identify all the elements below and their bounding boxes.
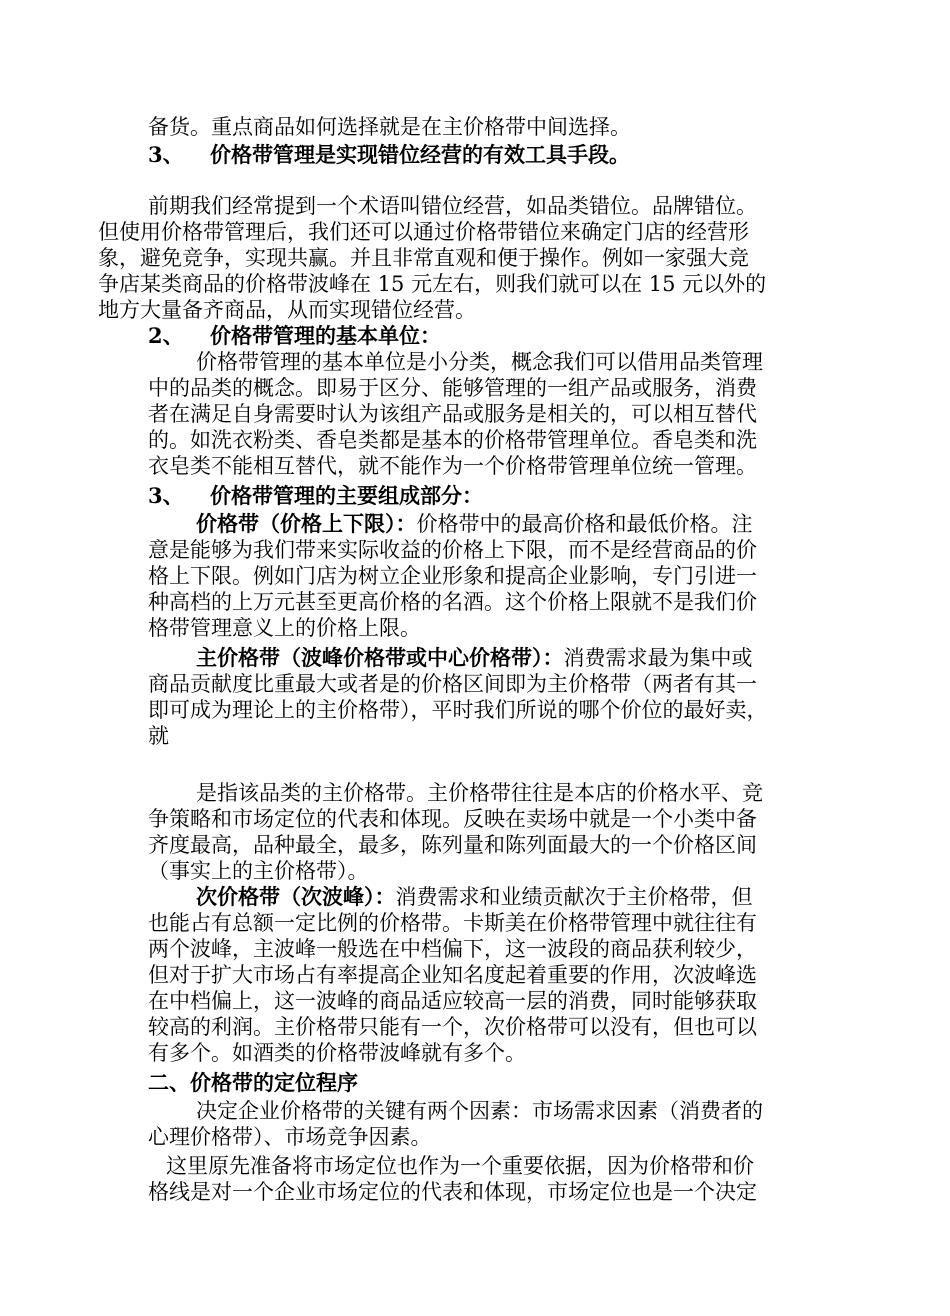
heading-number: 3、 bbox=[148, 142, 184, 167]
paragraph-line: 也能占有总额一定比例的价格带。卡斯美在价格带管理中就往往有 bbox=[148, 911, 757, 935]
paragraph-line: 即可成为理论上的主价格带），平时我们所说的哪个价位的最好卖， bbox=[148, 698, 768, 722]
paragraph-line: （事实上的主价格带）。 bbox=[148, 859, 369, 883]
paragraph-line: 种高档的上万元甚至更高价格的名酒。这个价格上限就不是我们价 bbox=[148, 590, 757, 614]
heading-title: 价格带管理是实现错位经营的有效工具手段。 bbox=[210, 142, 630, 167]
heading-basic-unit bbox=[148, 323, 441, 349]
paragraph-line: 心理价格带）、市场竞争因素。 bbox=[148, 1125, 432, 1149]
paragraph-line: 较高的利润。主价格带只能有一个，次价格带可以没有，但也可以 bbox=[148, 1015, 757, 1039]
section-heading-positioning: 二、价格带的定位程序 bbox=[148, 1070, 358, 1095]
heading-components bbox=[148, 483, 483, 509]
paragraph-line: 前期我们经常提到一个术语叫错位经营，如品类错位。品牌错位。 bbox=[148, 194, 757, 218]
paragraph-line: 格线是对一个企业市场定位的代表和体现，市场定位也是一个决定 bbox=[148, 1180, 757, 1204]
paragraph-line: 象，避免竞争，实现共赢。并且非常直观和便于操作。例如一家强大竞 bbox=[98, 246, 749, 270]
term-label: 价格带（价格上下限）： bbox=[196, 511, 417, 536]
paragraph-line: 衣皂类不能相互替代，就不能作为一个价格带管理单位统一管理。 bbox=[148, 454, 757, 478]
heading-number: 3、 bbox=[148, 483, 184, 508]
term-definition: 价格带中的最高价格和最低价格。注 bbox=[416, 512, 753, 536]
heading-error-positioning bbox=[148, 142, 630, 168]
paragraph-line: 争策略和市场定位的代表和体现。反映在卖场中就是一个小类中备 bbox=[148, 807, 757, 831]
paragraph-line: 两个波峰，主波峰一般选在中档偏下，这一波段的商品获利较少， bbox=[148, 937, 757, 961]
paragraph-line: 价格带管理的基本单位是小分类，概念我们可以借用品类管理 bbox=[196, 350, 763, 374]
paragraph-line: 争店某类商品的价格带波峰在 15 元左右，则我们就可以在 15 元以外的 bbox=[98, 272, 767, 296]
paragraph-line: 意是能够为我们带来实际收益的价格上下限，而不是经营商品的价 bbox=[148, 538, 757, 562]
term-definition: 消费需求和业绩贡献次于主价格带，但 bbox=[395, 885, 753, 909]
paragraph-line bbox=[196, 645, 753, 671]
paragraph-line: 格带管理意义上的价格上限。 bbox=[148, 616, 421, 640]
heading-number: 2、 bbox=[148, 323, 184, 348]
paragraph-line: 齐度最高，品种最全，最多，陈列量和陈列面最大的一个价格区间 bbox=[148, 833, 757, 857]
paragraph-line: 商品贡献度比重最大或者是的价格区间即为主价格带（两者有其一 bbox=[148, 672, 757, 696]
paragraph-line: 但对于扩大市场占有率提高企业知名度起着重要的作用，次波峰选 bbox=[148, 963, 757, 987]
term-label: 次价格带（次波峰）： bbox=[196, 884, 396, 909]
paragraph-line: 的。如洗衣粉类、香皂类都是基本的价格带管理单位。香皂类和洗 bbox=[148, 428, 757, 452]
heading-title: 价格带管理的主要组成部分： bbox=[210, 483, 483, 508]
paragraph-line: 格上下限。例如门店为树立企业形象和提高企业影响，专门引进一 bbox=[148, 564, 757, 588]
term-definition: 消费需求最为集中或 bbox=[563, 646, 753, 670]
paragraph-line: 者在满足自身需要时认为该组产品或服务是相关的，可以相互替代 bbox=[148, 402, 757, 426]
paragraph-line: 这里原先准备将市场定位也作为一个重要依据，因为价格带和价 bbox=[166, 1154, 754, 1178]
paragraph-line: 地方大量备齐商品，从而实现错位经营。 bbox=[98, 298, 476, 322]
term-label: 主价格带（波峰价格带或中心价格带）： bbox=[196, 645, 564, 670]
paragraph-line: 但使用价格带管理后，我们还可以通过价格带错位来确定门店的经营形 bbox=[98, 220, 749, 244]
paragraph-line: 是指该品类的主价格带。主价格带往往是本店的价格水平、竞 bbox=[196, 781, 763, 805]
intro-line: 备货。重点商品如何选择就是在主价格带中间选择。 bbox=[148, 115, 631, 139]
paragraph-line: 在中档偏上，这一波峰的商品适应较高一层的消费，同时能够获取 bbox=[148, 989, 757, 1013]
paragraph-line bbox=[196, 511, 753, 537]
paragraph-line: 有多个。如酒类的价格带波峰就有多个。 bbox=[148, 1041, 526, 1065]
paragraph-line bbox=[196, 884, 753, 910]
paragraph-line: 就 bbox=[148, 724, 169, 748]
paragraph-line: 决定企业价格带的关键有两个因素：市场需求因素（消费者的 bbox=[196, 1099, 763, 1123]
paragraph-line: 中的品类的概念。即易于区分、能够管理的一组产品或服务，消费 bbox=[148, 376, 757, 400]
heading-title: 价格带管理的基本单位： bbox=[210, 323, 441, 348]
